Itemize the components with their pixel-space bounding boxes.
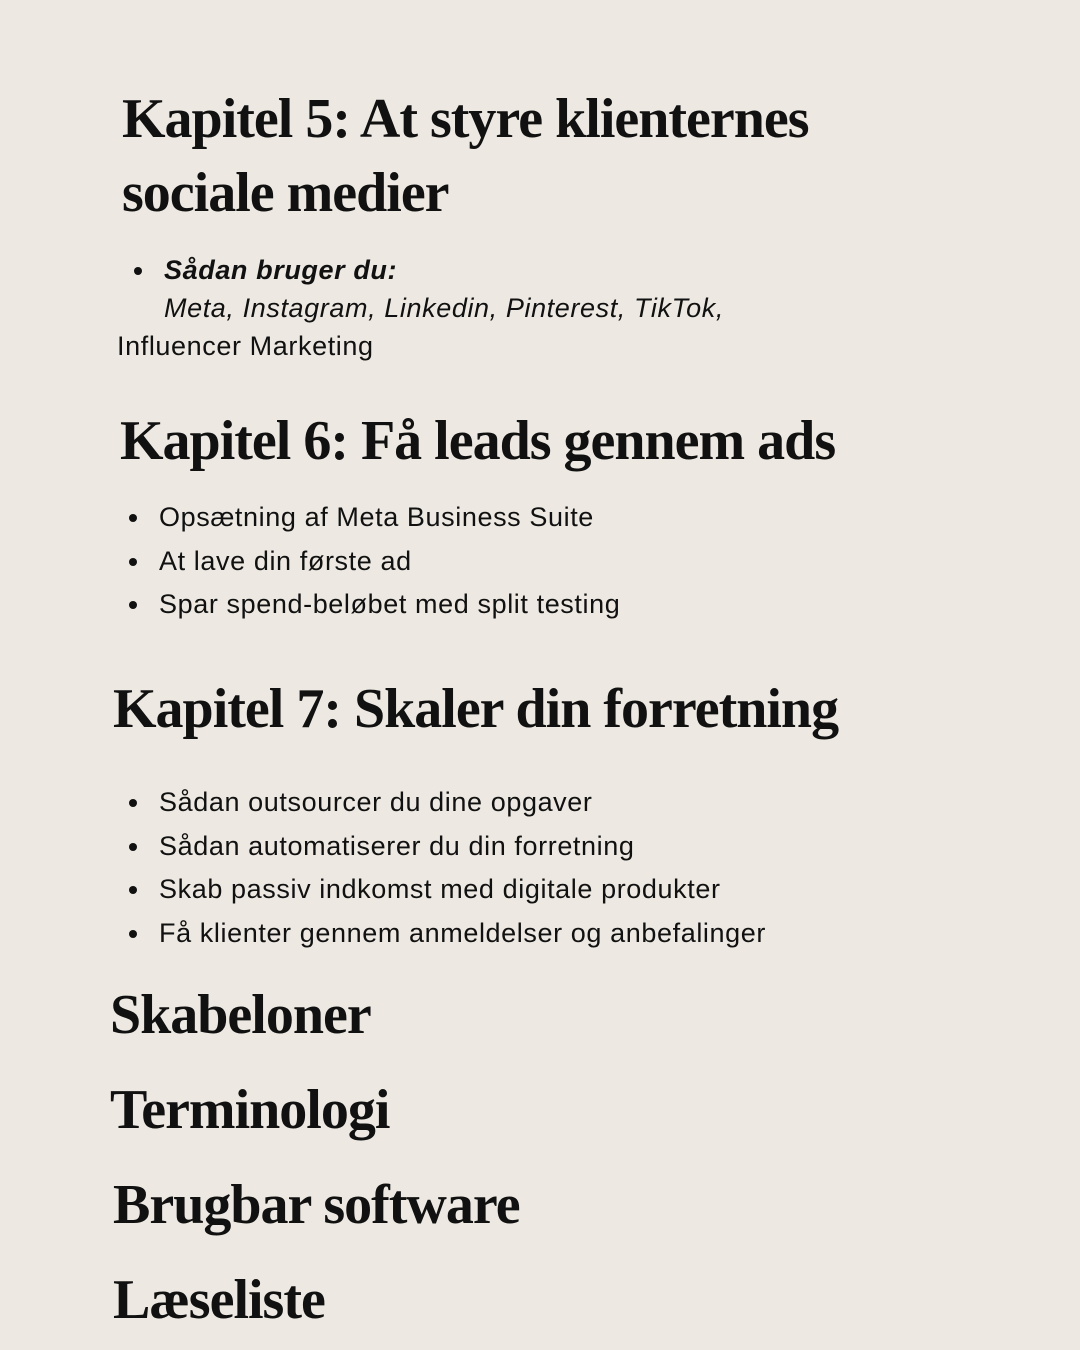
list-item: Få klienter gennem anmeldelser og anbefalinger bbox=[129, 912, 766, 956]
section-templates: Skabeloner bbox=[110, 984, 371, 1046]
chapter-5-title-line1: Kapitel 5: At styre klienternes bbox=[122, 88, 809, 150]
list-item: Sådan outsourcer du dine opgaver bbox=[129, 781, 766, 825]
list-item: Skab passiv indkomst med digitale produkter bbox=[129, 868, 766, 912]
list-item: Opsætning af Meta Business Suite bbox=[129, 496, 620, 540]
bullet-label: Sådan bruger du: bbox=[164, 255, 398, 285]
chapter-6-title: Kapitel 6: Få leads gennem ads bbox=[120, 410, 836, 472]
section-reading-list: Læseliste bbox=[113, 1269, 325, 1331]
list-item bbox=[134, 249, 397, 293]
list-item: Spar spend-beløbet med split testing bbox=[129, 583, 620, 627]
section-software: Brugbar software bbox=[113, 1174, 520, 1236]
list-item: At lave din første ad bbox=[129, 540, 620, 584]
influencer-text: Influencer Marketing bbox=[117, 331, 374, 361]
chapter-6-list bbox=[129, 496, 620, 627]
list-item: Sådan automatiserer du din forretning bbox=[129, 825, 766, 869]
chapter-7-list bbox=[129, 781, 766, 955]
section-terminology: Terminologi bbox=[110, 1079, 390, 1141]
chapter-5-list bbox=[134, 249, 397, 293]
platform-list: Meta, Instagram, Linkedin, Pinterest, TikTok, bbox=[164, 293, 724, 323]
chapter-7-title: Kapitel 7: Skaler din forretning bbox=[113, 678, 839, 740]
chapter-5-title-line2: sociale medier bbox=[122, 162, 449, 224]
